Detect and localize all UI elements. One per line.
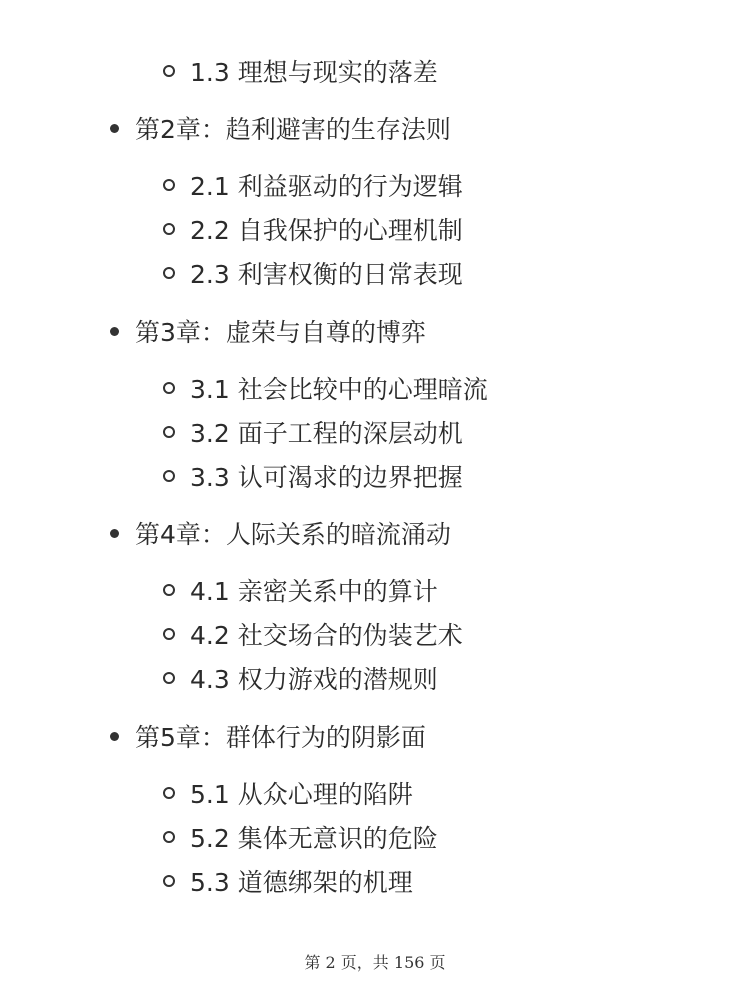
section-title: 4.1 亲密关系中的算计 bbox=[190, 577, 438, 606]
section-title: 1.3 理想与现实的落差 bbox=[190, 58, 438, 87]
circle-bullet-icon bbox=[163, 831, 175, 843]
toc-section-3-1 bbox=[163, 368, 488, 408]
chapter-title: 第4章：人际关系的暗流涌动 bbox=[135, 520, 451, 549]
section-title: 3.1 社会比较中的心理暗流 bbox=[190, 375, 488, 404]
toc-section-5-3 bbox=[163, 861, 413, 901]
section-title: 5.2 集体无意识的危险 bbox=[190, 824, 438, 853]
chapter-title: 第3章：虚荣与自尊的博弈 bbox=[135, 318, 426, 347]
section-title: 3.3 认可渴求的边界把握 bbox=[190, 463, 463, 492]
circle-bullet-icon bbox=[163, 584, 175, 596]
circle-bullet-icon bbox=[163, 267, 175, 279]
circle-bullet-icon bbox=[163, 179, 175, 191]
section-title: 5.1 从众心理的陷阱 bbox=[190, 780, 413, 809]
section-title: 4.3 权力游戏的潜规则 bbox=[190, 665, 438, 694]
section-title: 3.2 面子工程的深层动机 bbox=[190, 419, 463, 448]
toc-section-5-1 bbox=[163, 773, 413, 813]
circle-bullet-icon bbox=[163, 470, 175, 482]
toc-section-3-3 bbox=[163, 456, 463, 496]
toc-chapter-5 bbox=[110, 716, 426, 756]
section-title: 2.3 利害权衡的日常表现 bbox=[190, 260, 463, 289]
circle-bullet-icon bbox=[163, 787, 175, 799]
toc-section-4-1 bbox=[163, 570, 438, 610]
circle-bullet-icon bbox=[163, 628, 175, 640]
toc-section-4-2 bbox=[163, 614, 463, 654]
section-title: 5.3 道德绑架的机理 bbox=[190, 868, 413, 897]
section-title: 2.1 利益驱动的行为逻辑 bbox=[190, 172, 463, 201]
toc-chapter-3 bbox=[110, 311, 426, 351]
circle-bullet-icon bbox=[163, 382, 175, 394]
toc-chapter-2 bbox=[110, 108, 451, 148]
toc-chapter-4 bbox=[110, 513, 451, 553]
circle-bullet-icon bbox=[163, 223, 175, 235]
section-title: 4.2 社交场合的伪装艺术 bbox=[190, 621, 463, 650]
toc-section-2-2 bbox=[163, 209, 463, 249]
toc-section-4-3 bbox=[163, 658, 438, 698]
page-number-footer: 第 2 页，共 156 页 bbox=[304, 953, 446, 972]
disc-bullet-icon bbox=[110, 124, 119, 133]
toc-section-2-3 bbox=[163, 253, 463, 293]
chapter-title: 第2章：趋利避害的生存法则 bbox=[135, 115, 451, 144]
circle-bullet-icon bbox=[163, 426, 175, 438]
circle-bullet-icon bbox=[163, 875, 175, 887]
disc-bullet-icon bbox=[110, 327, 119, 336]
toc-section-3-2 bbox=[163, 412, 463, 452]
circle-bullet-icon bbox=[163, 65, 175, 77]
chapter-title: 第5章：群体行为的阴影面 bbox=[135, 723, 426, 752]
circle-bullet-icon bbox=[163, 672, 175, 684]
toc-section-5-2 bbox=[163, 817, 438, 857]
disc-bullet-icon bbox=[110, 732, 119, 741]
disc-bullet-icon bbox=[110, 529, 119, 538]
toc-section-1-3 bbox=[163, 51, 438, 91]
toc-section-2-1 bbox=[163, 165, 463, 205]
section-title: 2.2 自我保护的心理机制 bbox=[190, 216, 463, 245]
